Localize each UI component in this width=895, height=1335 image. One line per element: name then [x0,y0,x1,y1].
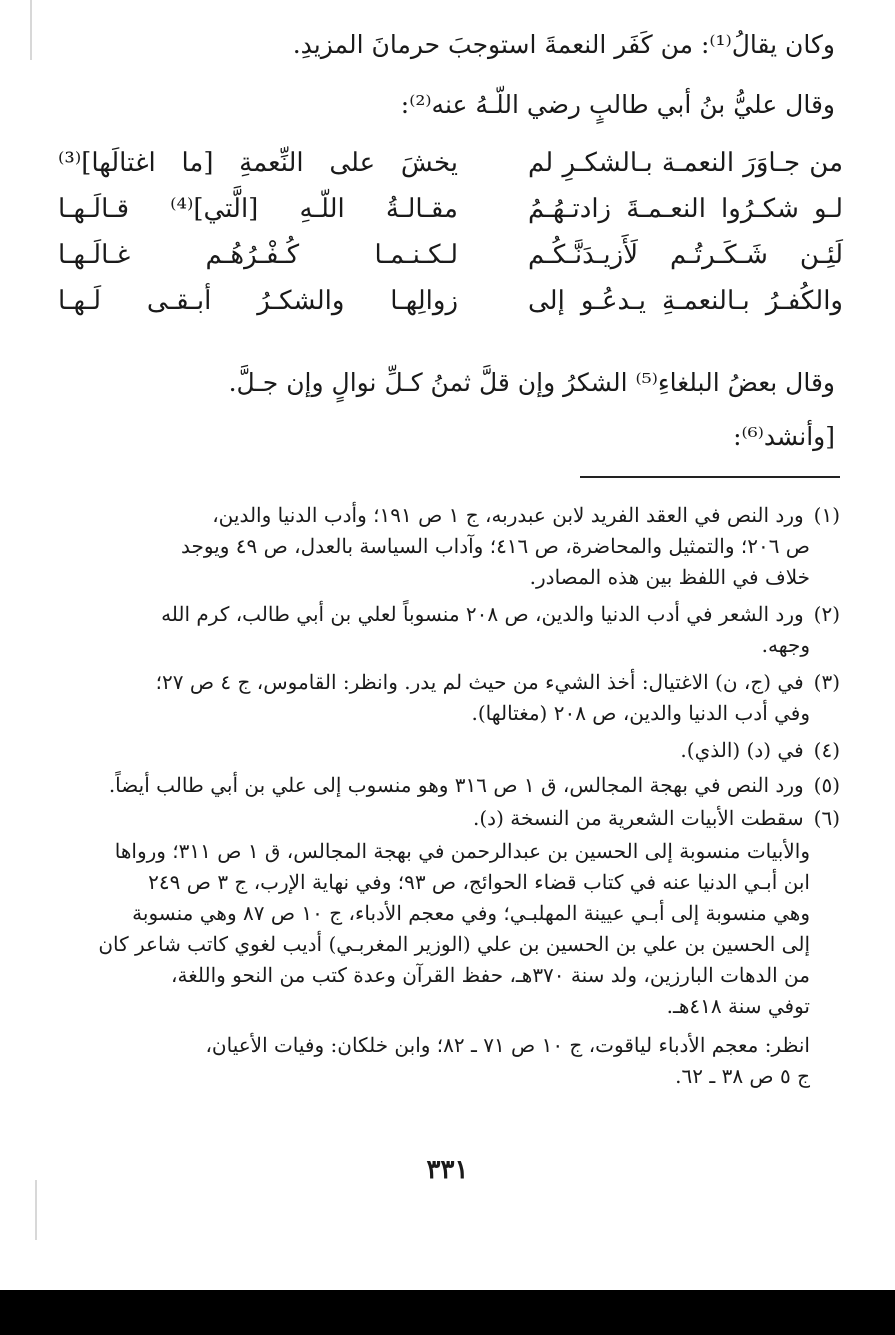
scan-bottom-border [0,1290,895,1335]
footnote-number: (٤) [813,738,840,762]
verse-second-hemistich: مقـالـةُ اللّـهِ [الَّتي]⁽⁴⁾ قـالَـهـا [58,194,458,224]
footnote-line [55,735,840,766]
footnote-line [55,531,810,562]
verse-second-hemistich: لـكـنـمـا كُـفْـرُهُـم غـالَـهـا [58,240,458,270]
verse-row [58,240,843,280]
footnote-text: ورد النص في العقد الفريد لابن عبدربه، ج ١ ص ١٩١؛ وأدب الدنيا والدين، [212,503,804,527]
footnote-line [55,500,840,531]
footnote-line [55,698,810,729]
footnote-line [55,1030,810,1061]
scan-edge-mark [30,0,32,60]
scan-edge-mark [35,1180,37,1240]
intro-line-2: وقال عليُّ بنُ أبي طالبٍ رضي اللّـهُ عنه⁽²⁾: [400,90,835,119]
footnote-text: انظر: معجم الأدباء لياقوت، ج ١٠ ص ٧١ ـ ٨٢؛ وابن خلكان: وفيات الأعيان، [205,1033,810,1057]
footnote-text: في (د) (الذي). [680,738,804,762]
footnote-line [55,960,810,991]
footnote-text: في (ج، ن) الاغتيال: أخذ الشيء من حيث لم يدر. وانظر: القاموس، ج ٤ ص ٢٧؛ [155,670,804,694]
footnote-line [55,562,810,593]
verse-first-hemistich: لَئِـن شَـكَـرتُـم لَأَزيـدَنَّـكُـم [528,240,843,270]
footnote-text: ورد الشعر في أدب الدنيا والدين، ص ٢٠٨ منسوباً لعلي بن أبي طالب، كرم الله [161,602,804,626]
footnote-text: ص ٢٠٦؛ والتمثيل والمحاضرة، ص ٤١٦؛ وآداب السياسة بالعدل، ص ٤٩ ويوجد [180,534,810,558]
footnote-text: خلاف في اللفظ بين هذه المصادر. [529,565,810,589]
intro-line-1: وكان يقالُ⁽¹⁾: من كَفَر النعمةَ استوجبَ حرمانَ المزيدِ. [292,30,835,59]
footnote-line [55,630,810,661]
footnote-text: وفي أدب الدنيا والدين، ص ٢٠٨ (مغتالها). [471,701,810,725]
footnote-text: وهي منسوبة إلى أبـي عيينة المهلبـي؛ وفي معجم الأدباء، ج ١٠ ص ٨٧ وهي منسوبة [132,901,810,925]
footnote-line [55,667,840,698]
verse-first-hemistich: والكُفـرُ بـالنعمـةِ يـدعُـو إلى [528,286,843,316]
verse-second-hemistich: يخشَ على النِّعمةِ [ما اغتالَها]⁽³⁾ [58,148,458,178]
footnote-text: ورد النص في بهجة المجالس، ق ١ ص ٣١٦ وهو منسوب إلى علي بن أبي طالب أيضاً. [108,773,804,797]
footnote-number: (٦) [813,806,840,830]
footnote-line [55,898,810,929]
verse-row [58,148,843,188]
footnote-text: إلى الحسين بن علي بن الحسين بن علي (الوزير المغربـي) أديب لغوي كاتب شاعر كان [98,932,810,956]
footnote-text: وجهه. [761,633,810,657]
verse-row [58,286,843,326]
footnote-number: (٣) [813,670,840,694]
paragraph-line-1: وقال بعضُ البلغاءِ⁽⁵⁾ الشكرُ وإن قلَّ ثمنُ كـلِّ نوالٍ وإن جـلَّ. [228,368,835,397]
footnote-line [55,867,810,898]
footnote-text: سقطت الأبيات الشعرية من النسخة (د). [473,806,804,830]
footnote-text: والأبيات منسوبة إلى الحسين بن عبدالرحمن في بهجة المجالس، ق ١ ص ٣١١؛ ورواها [114,839,810,863]
footnote-number: (٥) [813,773,840,797]
page-number: ٣٣١ [426,1155,469,1185]
footnote-line [55,803,840,834]
verse-second-hemistich: زوالِهـا والشكـرُ أبـقـى لَـهـا [58,286,458,316]
paragraph-line-2: [وأنشد⁽⁶⁾: [733,422,835,451]
footnote-line [55,836,810,867]
footnote-line [55,599,840,630]
footnote-divider [580,476,840,478]
footnote-text: ابن أبـي الدنيا عنه في كتاب قضاء الحوائج، ص ٩٣؛ وفي نهاية الإرب، ج ٣ ص ٢٤٩ [148,870,810,894]
verse-first-hemistich: من جـاوَرَ النعمـة بـالشكـرِ لم [528,148,843,178]
footnote-number: (١) [813,503,840,527]
footnote-line [55,770,840,801]
footnote-line [55,991,810,1022]
verse-first-hemistich: لـو شكـرُوا النعـمـةَ زادتـهُـمُ [528,194,843,224]
footnote-text: توفي سنة ٤١٨هـ. [666,994,810,1018]
footnote-text: ج ٥ ص ٣٨ ـ ٦٢. [675,1064,810,1088]
footnote-text: من الدهات البارزين، ولد سنة ٣٧٠هـ، حفظ القرآن وعدة كتب من النحو واللغة، [171,963,810,987]
footnote-number: (٢) [813,602,840,626]
verse-row [58,194,843,234]
footnote-line [55,1061,810,1092]
footnote-line [55,929,810,960]
